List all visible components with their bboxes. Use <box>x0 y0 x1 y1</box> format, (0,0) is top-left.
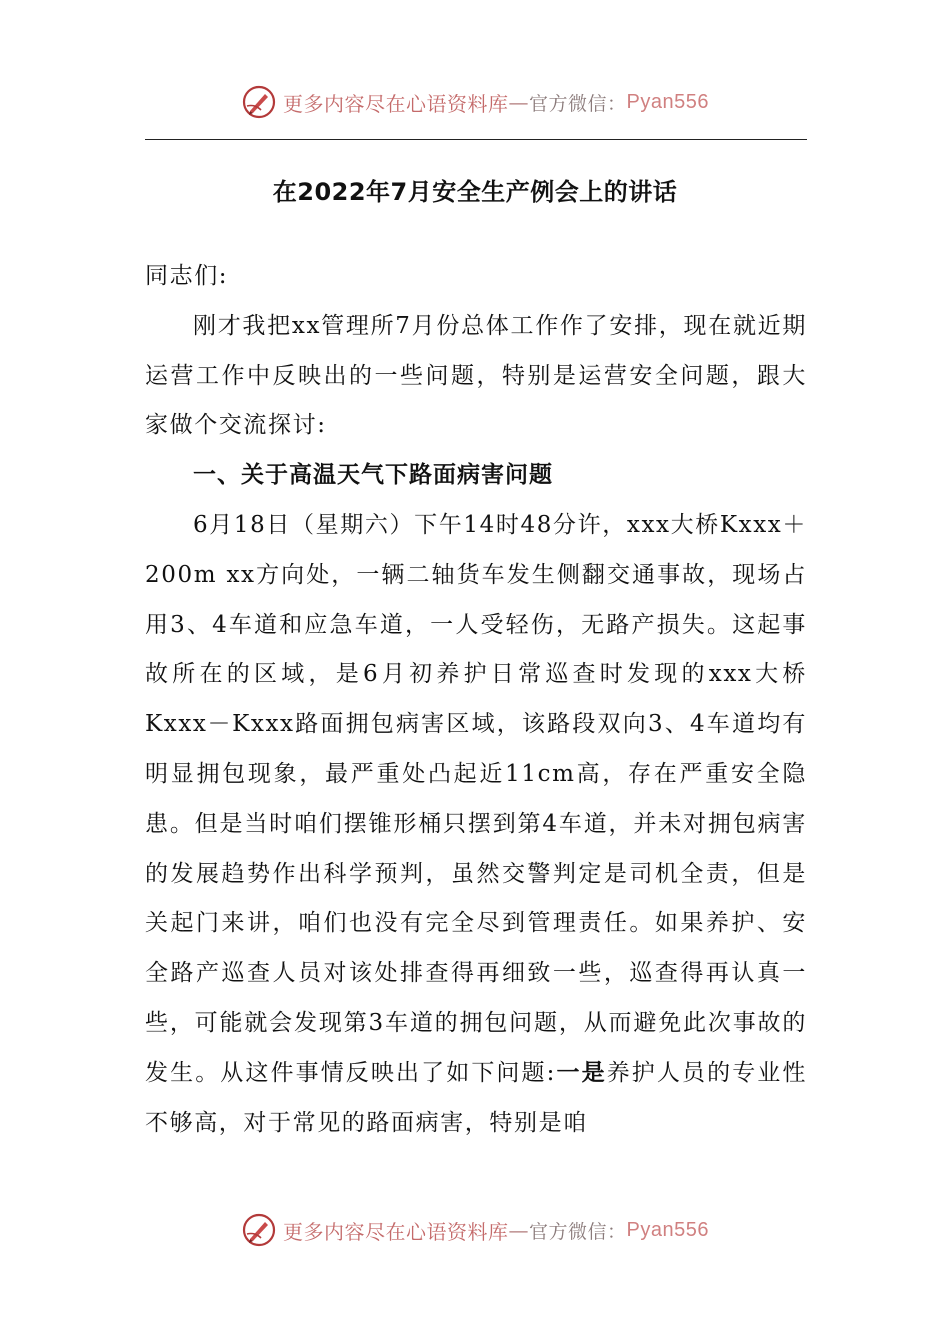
banner-official-text: 官方微信： <box>529 92 627 115</box>
salutation: 同志们: <box>145 263 229 289</box>
section-paragraph-text: 6月18日（星期六）下午14时48分许，xxx大桥Kxxx＋200m xx方向处，一辆二轴货车发生侧翻交通事故，现场占用3、4车道和应急车道，一人受轻伤，无路产损失。这起事故所在的区域，是6月初养护日常巡查时发现的xxx大桥Kxxx－Kxxx路面拥包病害区域，该路段双向3、4车道均有明显拥包现象，最严重处凸起近11cm高，存在严重安全隐患。但是当时咱们摆锥形桶只摆到第4车道，并未对拥包病害的发展趋势作出科学预判，虽然交警判定是司机全责，但是关起门来讲，咱们也没有完全尽到管理责任。如果养护、安全路产巡查人员对该处排查得再细致一些，巡查得再认真一些，可能就会发现第3车道的拥包问题，从而避免此次事故的发生。从这件事情反映出了如下问题: <box>145 511 807 1086</box>
footer-banner <box>0 1208 950 1252</box>
banner-wechat-id: Pyan556 <box>626 90 709 113</box>
intro-paragraph: 刚才我把xx管理所7月份总体工作作了安排，现在就近期运营工作中反映出的一些问题，特别是运营安全问题，跟大家做个交流探讨: <box>145 312 807 439</box>
section-heading: 一、关于高温天气下路面病害问题 <box>193 462 553 489</box>
section-paragraph <box>145 501 807 1148</box>
header-rule <box>145 139 807 140</box>
footer-main-text: 更多内容尽在心语资料库 <box>283 1219 509 1244</box>
footer-dash: — <box>508 1218 529 1242</box>
header-banner <box>0 80 950 124</box>
point-label: 一是 <box>555 1059 607 1086</box>
pen-logo-icon <box>241 84 277 120</box>
document-title: 在2022年7月安全生产例会上的讲话 <box>272 178 678 206</box>
pen-logo-icon <box>241 1212 277 1248</box>
point-text: 养护人员的专业性不够高，对于常见的路面病害，特别是咱 <box>145 1059 807 1136</box>
banner-dash: — <box>508 90 529 114</box>
footer-official-text: 官方微信： <box>529 1220 627 1243</box>
document-body <box>145 252 807 1148</box>
banner-main-text: 更多内容尽在心语资料库 <box>283 91 509 116</box>
footer-wechat-id: Pyan556 <box>626 1218 709 1241</box>
